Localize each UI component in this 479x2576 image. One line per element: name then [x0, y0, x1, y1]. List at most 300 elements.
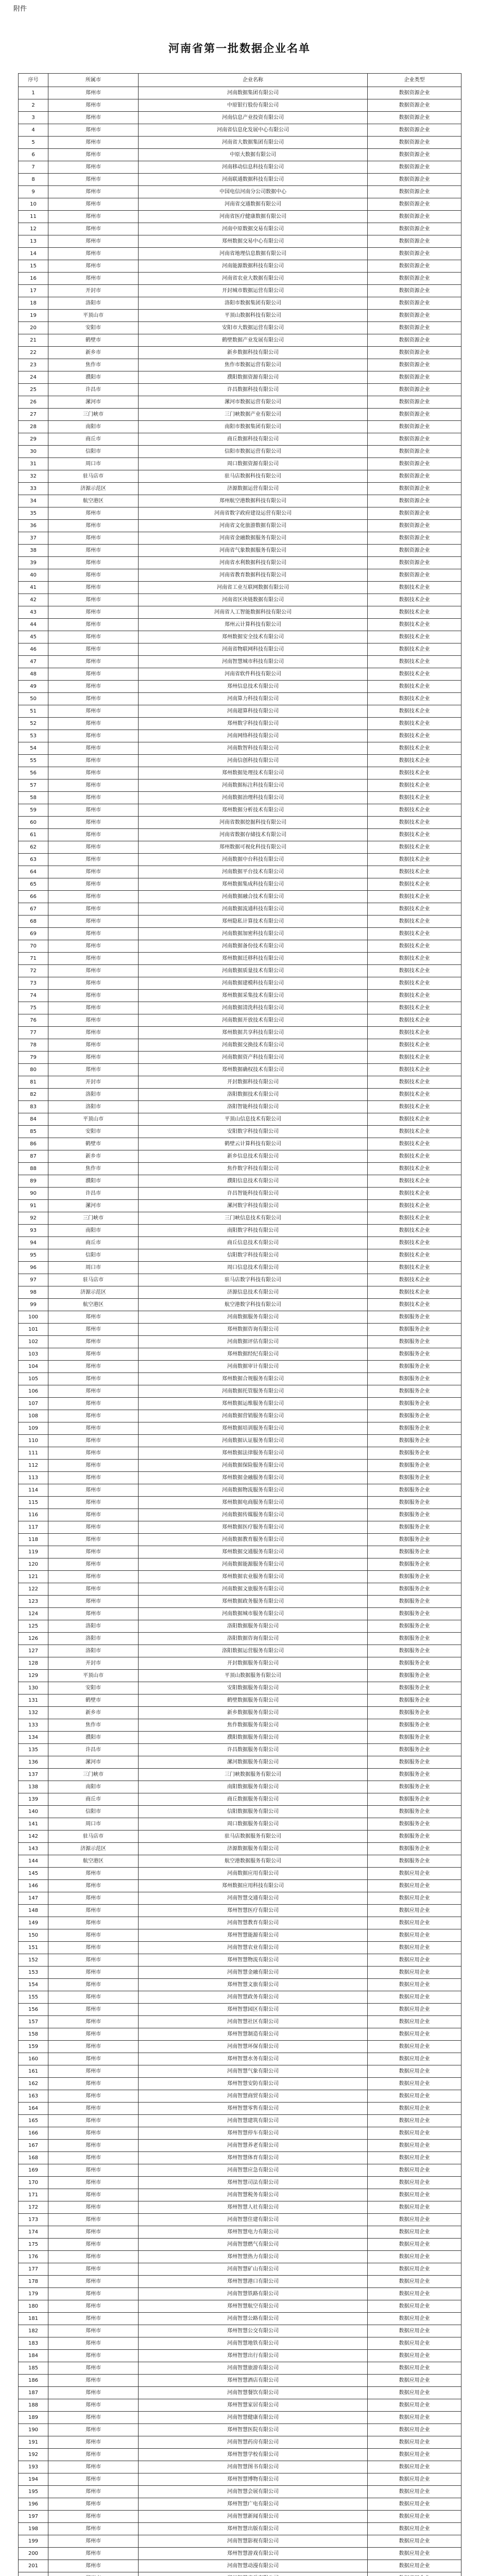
cell-company: 河南智慧税务有限公司	[139, 2189, 368, 2201]
cell-type: 数据技术企业	[368, 1027, 461, 1039]
column-header-company: 企业名称	[139, 74, 368, 87]
cell-company: 郑州数据运维服务有限公司	[139, 1398, 368, 1410]
cell-type: 数据技术企业	[368, 1175, 461, 1188]
cell-index: 84	[19, 1113, 48, 1126]
cell-company: 安阳数据服务有限公司	[139, 1682, 368, 1694]
table-row	[19, 1596, 461, 1608]
cell-type: 数据技术企业	[368, 1262, 461, 1274]
cell-index: 196	[19, 2498, 48, 2511]
cell-type: 数据应用企业	[368, 2251, 461, 2263]
cell-index: 153	[19, 1967, 48, 1979]
cell-city: 郑州市	[48, 742, 139, 755]
table-row	[19, 755, 461, 767]
cell-company: 开封城市数据运营有限公司	[139, 285, 368, 297]
cell-city: 郑州市	[48, 668, 139, 681]
cell-type: 数据资源企业	[368, 384, 461, 396]
cell-company: 鹤壁数据产业发展有限公司	[139, 334, 368, 347]
table-row	[19, 1929, 461, 1942]
cell-type: 数据技术企业	[368, 866, 461, 878]
cell-company: 河南省金融数据服务有限公司	[139, 532, 368, 545]
cell-city: 郑州市	[48, 161, 139, 174]
cell-company: 郑州智慧博物有限公司	[139, 2473, 368, 2486]
cell-type: 数据技术企业	[368, 594, 461, 606]
cell-city: 郑州市	[48, 1534, 139, 1546]
cell-type: 数据应用企业	[368, 2461, 461, 2473]
cell-index: 85	[19, 1126, 48, 1138]
cell-type: 数据资源企业	[368, 520, 461, 532]
cell-type: 数据技术企业	[368, 681, 461, 693]
cell-city: 郑州市	[48, 866, 139, 878]
cell-type: 数据技术企业	[368, 606, 461, 619]
cell-type: 数据应用企业	[368, 2090, 461, 2103]
cell-type: 数据服务企业	[368, 1447, 461, 1460]
cell-city: 济源示范区	[48, 1286, 139, 1299]
cell-index: 162	[19, 2078, 48, 2090]
cell-company: 济源数据运营有限公司	[139, 483, 368, 495]
cell-company: 郑州数据应用科技有限公司	[139, 1880, 368, 1892]
cell-city: 郑州市	[48, 1422, 139, 1435]
table-row	[19, 1064, 461, 1076]
cell-city: 郑州市	[48, 2449, 139, 2461]
cell-company: 河南数智科技有限公司	[139, 742, 368, 755]
cell-city: 郑州市	[48, 1410, 139, 1422]
cell-type: 数据技术企业	[368, 1274, 461, 1286]
cell-type: 数据技术企业	[368, 1126, 461, 1138]
cell-city: 郑州市	[48, 149, 139, 161]
cell-company: 河南省数字政府建设运营有限公司	[139, 507, 368, 520]
cell-city: 三门峡市	[48, 1769, 139, 1781]
cell-index: 52	[19, 718, 48, 730]
cell-type: 数据技术企业	[368, 1188, 461, 1200]
cell-type: 数据资源企业	[368, 347, 461, 359]
table-row	[19, 1806, 461, 1818]
cell-index: 60	[19, 817, 48, 829]
table-row	[19, 1670, 461, 1682]
cell-city: 焦作市	[48, 1719, 139, 1732]
cell-city: 郑州市	[48, 1521, 139, 1534]
cell-city: 平顶山市	[48, 1670, 139, 1682]
cell-company: 郑州数据医疗服务有限公司	[139, 1521, 368, 1534]
table-row	[19, 1534, 461, 1546]
cell-company: 河南省区块链数据有限公司	[139, 594, 368, 606]
cell-city: 三门峡市	[48, 409, 139, 421]
cell-index: 183	[19, 2337, 48, 2350]
cell-type: 数据应用企业	[368, 2288, 461, 2300]
table-row	[19, 2053, 461, 2065]
cell-index: 170	[19, 2177, 48, 2189]
cell-city: 郑州市	[48, 2028, 139, 2041]
table-row	[19, 1707, 461, 1719]
cell-index: 69	[19, 928, 48, 940]
cell-type: 数据应用企业	[368, 2189, 461, 2201]
cell-city: 郑州市	[48, 1954, 139, 1967]
cell-city: 郑州市	[48, 817, 139, 829]
cell-index: 106	[19, 1385, 48, 1398]
cell-company: 河南数据认证服务有限公司	[139, 1435, 368, 1447]
cell-type: 数据资源企业	[368, 174, 461, 186]
cell-type: 数据技术企业	[368, 990, 461, 1002]
table-row	[19, 198, 461, 211]
table-row	[19, 841, 461, 854]
cell-city: 郑州市	[48, 2189, 139, 2201]
table-row	[19, 619, 461, 631]
cell-city: 郑州市	[48, 656, 139, 668]
cell-type: 数据应用企业	[368, 2449, 461, 2461]
table-row	[19, 878, 461, 891]
cell-type: 数据应用企业	[368, 2511, 461, 2523]
cell-company: 平顶山数据科技有限公司	[139, 310, 368, 322]
cell-type: 数据资源企业	[368, 285, 461, 297]
cell-city: 郑州市	[48, 2436, 139, 2449]
cell-company: 河南智慧铁路有限公司	[139, 2288, 368, 2300]
cell-city: 郑州市	[48, 1064, 139, 1076]
cell-city: 开封市	[48, 285, 139, 297]
table-row	[19, 1311, 461, 1324]
cell-city: 驻马店市	[48, 1274, 139, 1286]
cell-city: 郑州市	[48, 1324, 139, 1336]
cell-index: 15	[19, 260, 48, 273]
cell-index: 88	[19, 1163, 48, 1175]
cell-index: 172	[19, 2201, 48, 2214]
cell-type: 数据技术企业	[368, 755, 461, 767]
cell-company: 焦作数字科技有限公司	[139, 1163, 368, 1175]
cell-company: 航空港数字科技有限公司	[139, 1299, 368, 1311]
cell-company: 濮阳数据服务有限公司	[139, 1732, 368, 1744]
cell-city: 洛阳市	[48, 1645, 139, 1657]
cell-city: 鹤壁市	[48, 1694, 139, 1707]
cell-type: 数据资源企业	[368, 260, 461, 273]
cell-company: 郑州智慧医疗有限公司	[139, 1905, 368, 1917]
cell-index: 46	[19, 643, 48, 656]
cell-index: 72	[19, 965, 48, 977]
cell-index: 179	[19, 2288, 48, 2300]
cell-city: 郑州市	[48, 1929, 139, 1942]
cell-city: 郑州市	[48, 2325, 139, 2337]
table-row	[19, 1571, 461, 1583]
cell-index: 20	[19, 322, 48, 334]
cell-city: 鹤壁市	[48, 1138, 139, 1150]
cell-index: 163	[19, 2090, 48, 2103]
cell-city: 郑州市	[48, 854, 139, 866]
table-row	[19, 137, 461, 149]
cell-company: 郑州信息技术有限公司	[139, 681, 368, 693]
cell-type: 数据技术企业	[368, 891, 461, 903]
cell-index	[19, 2572, 48, 2576]
cell-index: 33	[19, 483, 48, 495]
cell-company: 河南智慧金融有限公司	[139, 1967, 368, 1979]
table-row	[19, 2239, 461, 2251]
table-row	[19, 2511, 461, 2523]
cell-index: 181	[19, 2313, 48, 2325]
table-row	[19, 2337, 461, 2350]
cell-company: 郑州智慧医院有限公司	[139, 2424, 368, 2436]
cell-index: 21	[19, 334, 48, 347]
cell-index: 58	[19, 792, 48, 804]
cell-index: 117	[19, 1521, 48, 1534]
cell-city: 郑州市	[48, 2375, 139, 2387]
cell-company: 洛阳智能科技有限公司	[139, 1101, 368, 1113]
cell-company: 郑州数据采集技术有限公司	[139, 990, 368, 1002]
cell-company: 郑州智慧电力有限公司	[139, 2226, 368, 2239]
cell-type: 数据技术企业	[368, 1138, 461, 1150]
cell-company: 河南省软件科技有限公司	[139, 668, 368, 681]
table-row	[19, 953, 461, 965]
cell-city: 郑州市	[48, 1460, 139, 1472]
cell-city: 郑州市	[48, 631, 139, 643]
cell-company: 洛阳数据运营服务有限公司	[139, 1645, 368, 1657]
cell-company: 河南智慧商贸有限公司	[139, 2090, 368, 2103]
cell-city: 郑州市	[48, 606, 139, 619]
cell-city: 郑州市	[48, 829, 139, 841]
cell-company: 郑州智慧家居有限公司	[139, 2399, 368, 2412]
cell-city: 郑州市	[48, 693, 139, 705]
cell-city: 郑州市	[48, 1558, 139, 1571]
cell-city: 洛阳市	[48, 1620, 139, 1633]
cell-type: 数据资源企业	[368, 470, 461, 483]
cell-type: 数据技术企业	[368, 1014, 461, 1027]
column-header-city: 所属市	[48, 74, 139, 87]
cell-city: 郑州市	[48, 545, 139, 557]
cell-index: 67	[19, 903, 48, 916]
cell-type: 数据服务企业	[368, 1484, 461, 1497]
table-row	[19, 322, 461, 334]
cell-company: 驻马店数据科技有限公司	[139, 470, 368, 483]
cell-type: 数据应用企业	[368, 2127, 461, 2140]
cell-index: 83	[19, 1101, 48, 1113]
cell-city: 周口市	[48, 458, 139, 470]
cell-city: 濮阳市	[48, 1175, 139, 1188]
table-row	[19, 334, 461, 347]
cell-company: 河南数据营销服务有限公司	[139, 1410, 368, 1422]
cell-city: 郑州市	[48, 1905, 139, 1917]
cell-index: 186	[19, 2375, 48, 2387]
cell-index: 147	[19, 1892, 48, 1905]
cell-city: 郑州市	[48, 582, 139, 594]
cell-city: 驻马店市	[48, 1831, 139, 1843]
cell-company: 河南联通数据科技有限公司	[139, 174, 368, 186]
cell-company: 郑州智慧酒店有限公司	[139, 2375, 368, 2387]
cell-index: 184	[19, 2350, 48, 2362]
cell-company: 河南数据保险服务有限公司	[139, 1460, 368, 1472]
cell-city: 信阳市	[48, 1806, 139, 1818]
table-row	[19, 1138, 461, 1150]
cell-company: 平顶山数据服务有限公司	[139, 1670, 368, 1682]
cell-type: 数据服务企业	[368, 1422, 461, 1435]
table-row	[19, 2461, 461, 2473]
column-header-index: 序号	[19, 74, 48, 87]
cell-city: 郑州市	[48, 1311, 139, 1324]
table-row	[19, 1422, 461, 1435]
cell-index: 123	[19, 1596, 48, 1608]
cell-city: 郑州市	[48, 2016, 139, 2028]
cell-index: 197	[19, 2511, 48, 2523]
table-row	[19, 1435, 461, 1447]
table-row	[19, 1892, 461, 1905]
table-row	[19, 582, 461, 594]
cell-company: 濮阳数据资源有限公司	[139, 371, 368, 384]
cell-type: 数据资源企业	[368, 458, 461, 470]
cell-type: 数据服务企业	[368, 1719, 461, 1732]
cell-index: 165	[19, 2115, 48, 2127]
cell-company: 河南省交通数据有限公司	[139, 198, 368, 211]
cell-type: 数据应用企业	[368, 2560, 461, 2572]
cell-index: 31	[19, 458, 48, 470]
cell-index: 137	[19, 1769, 48, 1781]
cell-city: 郑州市	[48, 965, 139, 977]
cell-type: 数据服务企业	[368, 1707, 461, 1719]
cell-company: 郑州数据交通服务有限公司	[139, 1546, 368, 1558]
cell-city: 郑州市	[48, 211, 139, 223]
table-row	[19, 1126, 461, 1138]
cell-company: 河南信创科技有限公司	[139, 755, 368, 767]
cell-type: 数据应用企业	[368, 1892, 461, 1905]
cell-city: 济源示范区	[48, 483, 139, 495]
cell-type: 数据应用企业	[368, 2399, 461, 2412]
cell-type: 数据应用企业	[368, 2164, 461, 2177]
cell-company: 商丘数据服务有限公司	[139, 1793, 368, 1806]
cell-company: 郑州数据共享科技有限公司	[139, 1027, 368, 1039]
cell-city: 郑州市	[48, 1027, 139, 1039]
cell-city: 郑州市	[48, 2078, 139, 2090]
cell-company: 新乡数据科技有限公司	[139, 347, 368, 359]
cell-type: 数据技术企业	[368, 928, 461, 940]
table-row	[19, 829, 461, 841]
cell-city: 开封市	[48, 1657, 139, 1670]
cell-index: 152	[19, 1954, 48, 1967]
table-row	[19, 1262, 461, 1274]
cell-city: 郑州市	[48, 2263, 139, 2276]
table-row	[19, 2276, 461, 2288]
cell-type: 数据服务企业	[368, 1311, 461, 1324]
cell-type: 数据资源企业	[368, 248, 461, 260]
table-row	[19, 421, 461, 433]
cell-index: 158	[19, 2028, 48, 2041]
cell-type: 数据应用企业	[368, 2337, 461, 2350]
cell-type: 数据服务企业	[368, 1831, 461, 1843]
table-row	[19, 1509, 461, 1521]
cell-type: 数据资源企业	[368, 99, 461, 112]
cell-index: 81	[19, 1076, 48, 1089]
cell-type: 数据技术企业	[368, 953, 461, 965]
table-row	[19, 693, 461, 705]
table-row	[19, 569, 461, 582]
cell-company: 郑州数据分析技术有限公司	[139, 804, 368, 817]
table-row	[19, 2288, 461, 2300]
table-row	[19, 297, 461, 310]
cell-company: 河南省水利数据科技有限公司	[139, 557, 368, 569]
cell-company: 洛阳市数据集团有限公司	[139, 297, 368, 310]
cell-city: 郑州市	[48, 1002, 139, 1014]
cell-index: 27	[19, 409, 48, 421]
cell-company: 洛阳数据服务有限公司	[139, 1620, 368, 1633]
cell-company: 河南算力科技有限公司	[139, 693, 368, 705]
table-header-row	[19, 74, 461, 87]
table-row	[19, 1917, 461, 1929]
table-row	[19, 1954, 461, 1967]
cell-type: 数据应用企业	[368, 2016, 461, 2028]
cell-index: 86	[19, 1138, 48, 1150]
cell-index: 180	[19, 2300, 48, 2313]
cell-city: 郑州市	[48, 594, 139, 606]
cell-company: 河南智慧矿山有限公司	[139, 2263, 368, 2276]
cell-type: 数据应用企业	[368, 2548, 461, 2560]
cell-company: 河南智慧政务有限公司	[139, 1991, 368, 2004]
cell-city: 濮阳市	[48, 1732, 139, 1744]
table-row	[19, 1620, 461, 1633]
table-row	[19, 916, 461, 928]
cell-company: 郑州数据政务服务有限公司	[139, 1596, 368, 1608]
table-row	[19, 1732, 461, 1744]
cell-city: 洛阳市	[48, 1633, 139, 1645]
table-row	[19, 1237, 461, 1249]
table-row	[19, 1175, 461, 1188]
cell-city: 商丘市	[48, 433, 139, 446]
table-row	[19, 248, 461, 260]
table-row	[19, 1868, 461, 1880]
table-row	[19, 1249, 461, 1262]
cell-city: 郑州市	[48, 1052, 139, 1064]
cell-type: 数据资源企业	[368, 483, 461, 495]
table-row	[19, 359, 461, 371]
cell-city: 郑州市	[48, 2399, 139, 2412]
cell-company: 河南智慧餐饮有限公司	[139, 2387, 368, 2399]
cell-index: 173	[19, 2214, 48, 2226]
cell-city: 郑州市	[48, 2288, 139, 2300]
cell-type: 数据应用企业	[368, 2412, 461, 2424]
table-row	[19, 495, 461, 507]
cell-index: 75	[19, 1002, 48, 1014]
cell-city: 南阳市	[48, 1225, 139, 1237]
cell-index: 39	[19, 557, 48, 569]
cell-city: 郑州市	[48, 1039, 139, 1052]
cell-company: 河南省教育数据科技有限公司	[139, 569, 368, 582]
table-row	[19, 2152, 461, 2164]
cell-city: 郑州市	[48, 619, 139, 631]
table-row	[19, 1546, 461, 1558]
cell-index: 8	[19, 174, 48, 186]
cell-company: 河南数据中台科技有限公司	[139, 854, 368, 866]
cell-type: 数据资源企业	[368, 137, 461, 149]
cell-company: 河南省人工智能数据科技有限公司	[139, 606, 368, 619]
cell-company: 郑州智慧游戏有限公司	[139, 2548, 368, 2560]
table-row	[19, 2572, 461, 2576]
table-row	[19, 87, 461, 99]
table-row	[19, 2028, 461, 2041]
cell-index: 9	[19, 186, 48, 198]
cell-type: 数据服务企业	[368, 1571, 461, 1583]
cell-city: 郑州市	[48, 260, 139, 273]
cell-type: 数据技术企业	[368, 940, 461, 953]
cell-city: 郑州市	[48, 2523, 139, 2535]
cell-type: 数据资源企业	[368, 186, 461, 198]
cell-index: 71	[19, 953, 48, 965]
cell-city: 许昌市	[48, 384, 139, 396]
cell-index: 127	[19, 1645, 48, 1657]
cell-type: 数据技术企业	[368, 643, 461, 656]
cell-city: 郑州市	[48, 2239, 139, 2251]
cell-type: 数据资源企业	[368, 409, 461, 421]
cell-company: 漯河市数据运营有限公司	[139, 396, 368, 409]
cell-type: 数据技术企业	[368, 1299, 461, 1311]
cell-company: 郑州智慧广电有限公司	[139, 2498, 368, 2511]
table-row	[19, 2201, 461, 2214]
cell-type: 数据应用企业	[368, 2263, 461, 2276]
cell-city: 郑州市	[48, 1546, 139, 1558]
cell-company: 郑州智慧零售有限公司	[139, 2103, 368, 2115]
table-row	[19, 1348, 461, 1361]
cell-type: 数据服务企业	[368, 1509, 461, 1521]
cell-company: 河南能源数据科技有限公司	[139, 260, 368, 273]
